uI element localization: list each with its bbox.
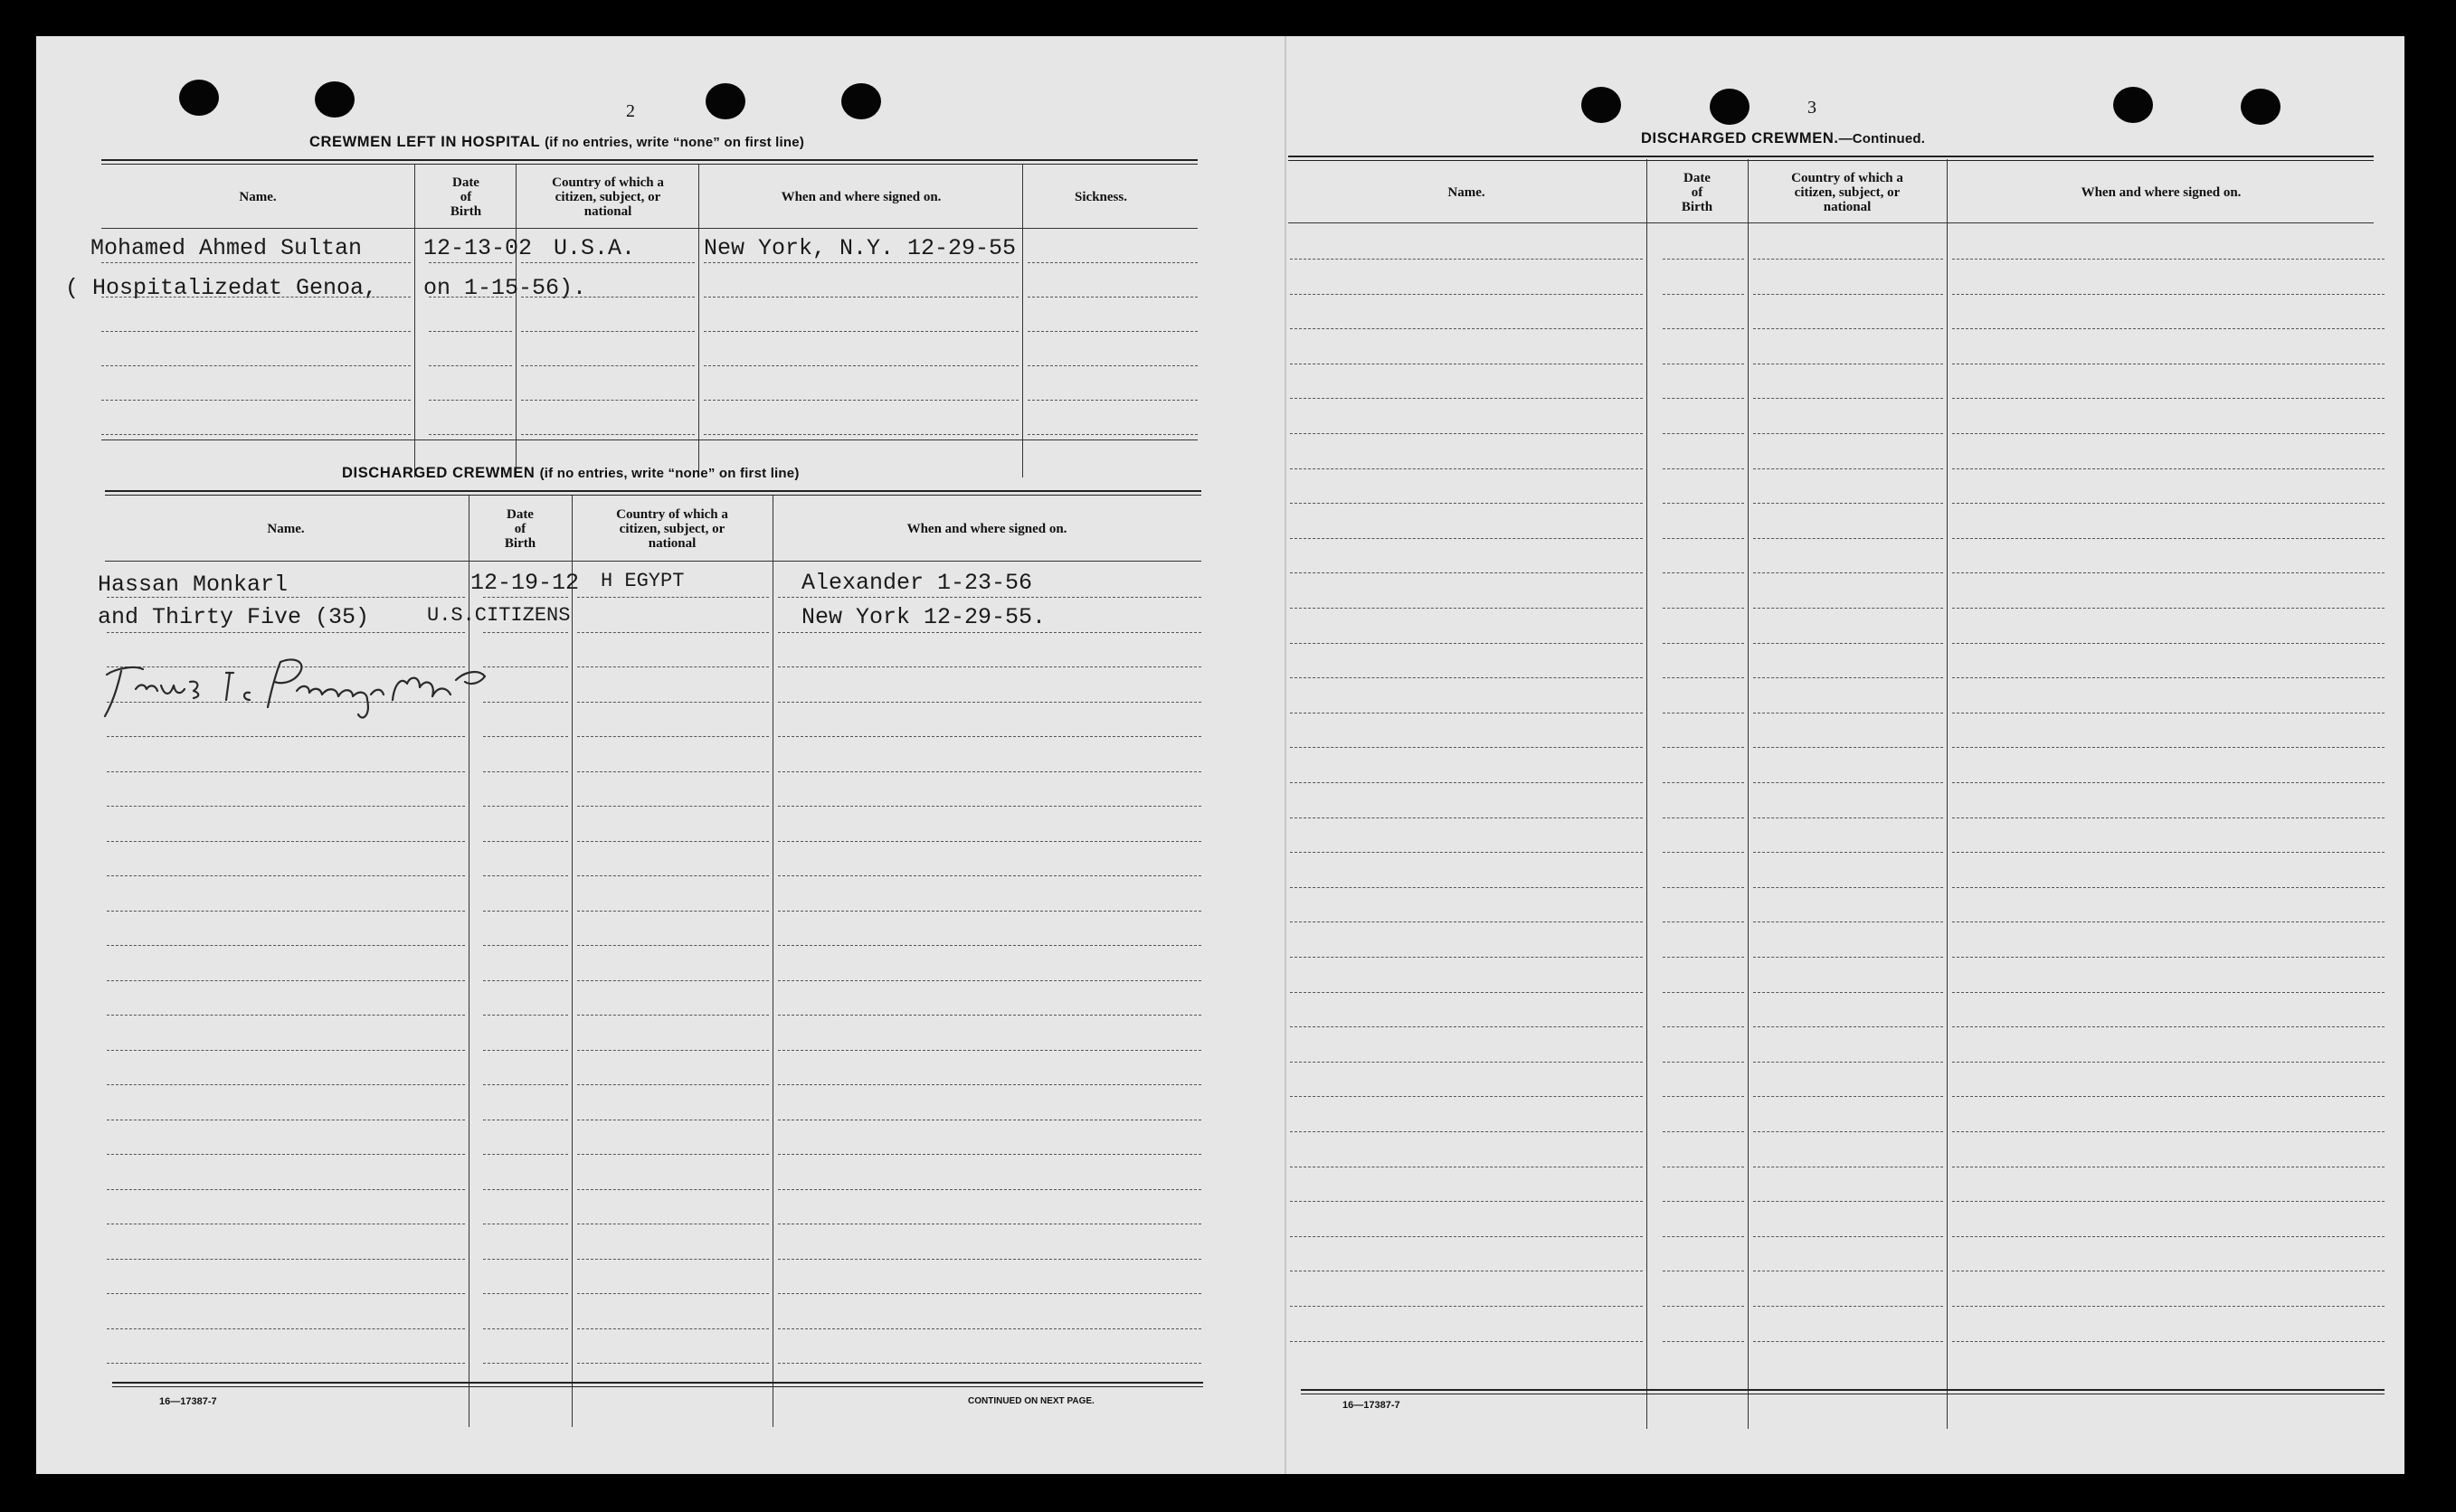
ruled-line xyxy=(1952,1236,2385,1237)
ruled-line xyxy=(1290,887,1643,888)
ruled-line xyxy=(1663,1131,1744,1132)
hospital-row1-signed: New York, N.Y. 12-29-55 xyxy=(704,235,1017,261)
ruled-line xyxy=(1753,643,1943,644)
discharged-row1-signed: Alexander 1-23-56 xyxy=(801,570,1033,596)
ruled-line xyxy=(483,1259,568,1260)
ruled-line xyxy=(107,911,465,912)
ruled-line xyxy=(1952,538,2385,539)
ruled-line xyxy=(1663,328,1744,329)
ruled-line xyxy=(1663,503,1744,504)
page-number: 3 xyxy=(1807,98,1816,118)
ruled-line xyxy=(483,911,568,912)
ruled-line xyxy=(577,841,769,842)
ruled-line xyxy=(1753,259,1943,260)
discharged-header-signed: When and where signed on. xyxy=(906,522,1067,536)
ruled-line xyxy=(577,980,769,981)
ruled-line xyxy=(1663,294,1744,295)
ruled-line xyxy=(1753,887,1943,888)
ruled-line xyxy=(577,1328,769,1329)
hospital-row1-name: Mohamed Ahmed Sultan xyxy=(90,235,363,261)
ruled-line xyxy=(1290,1062,1643,1063)
ruled-line xyxy=(1028,262,1198,263)
hospital-table-bottom-rule xyxy=(101,439,1198,440)
ruled-line xyxy=(1663,782,1744,783)
ruled-line xyxy=(1290,992,1643,993)
hospital-row2-dob: on 1-15-56). xyxy=(423,275,587,301)
ruled-line xyxy=(1290,1341,1643,1342)
ruled-line xyxy=(1952,468,2385,469)
ruled-line xyxy=(1952,503,2385,504)
ruled-line xyxy=(1952,1096,2385,1097)
ruled-line xyxy=(1290,817,1643,818)
ruled-line xyxy=(1753,1131,1943,1132)
ruled-line xyxy=(1663,817,1744,818)
ruled-line xyxy=(577,597,769,598)
right-header-name: Name. xyxy=(1447,185,1485,200)
ruled-line xyxy=(107,1189,465,1190)
ruled-line xyxy=(521,400,695,401)
ruled-line xyxy=(1753,1062,1943,1063)
ruled-line xyxy=(577,1259,769,1260)
ruled-line xyxy=(107,1259,465,1260)
ruled-line xyxy=(1663,957,1744,958)
ruled-line xyxy=(1952,572,2385,573)
hospital-header-sickness: Sickness. xyxy=(1075,190,1127,204)
punch-hole xyxy=(1710,89,1750,125)
discharged-title-text: DISCHARGED CREWMEN xyxy=(342,465,536,481)
hospital-title-text: CREWMEN LEFT IN HOSPITAL xyxy=(309,134,540,150)
ruled-line xyxy=(1663,747,1744,748)
ruled-line xyxy=(778,702,1201,703)
ruled-line xyxy=(107,771,465,772)
right-title-text: DISCHARGED CREWMEN. xyxy=(1641,130,1839,146)
ruled-line xyxy=(1663,643,1744,644)
ruled-line xyxy=(483,1328,568,1329)
ruled-line xyxy=(778,945,1201,946)
hospital-table-top-rule xyxy=(101,159,1198,165)
discharged-row2-dob: U.S.CITIZENS xyxy=(427,604,571,627)
ruled-line xyxy=(1028,297,1198,298)
right-header-country: Country of which a citizen, subject, or national xyxy=(1791,171,1903,214)
ruled-line xyxy=(1290,294,1643,295)
ruled-line xyxy=(778,841,1201,842)
ruled-line xyxy=(1952,852,2385,853)
ruled-line xyxy=(778,806,1201,807)
ruled-line xyxy=(107,1363,465,1364)
ruled-line xyxy=(1290,572,1643,573)
ruled-line xyxy=(1952,747,2385,748)
hospital-row1-country: U.S.A. xyxy=(554,235,636,261)
ruled-line xyxy=(778,1084,1201,1085)
ruled-line xyxy=(107,1015,465,1016)
hospital-header-signed: When and where signed on. xyxy=(781,190,942,204)
ruled-line xyxy=(1290,433,1643,434)
ruled-line xyxy=(1952,992,2385,993)
ruled-line xyxy=(1952,887,2385,888)
discharged-section-title xyxy=(342,465,800,482)
discharged-header-dob: Date of Birth xyxy=(504,507,536,551)
ruled-line xyxy=(1753,1236,1943,1237)
ruled-line xyxy=(778,875,1201,876)
ruled-line xyxy=(1290,643,1643,644)
right-header-signed: When and where signed on. xyxy=(2081,185,2242,200)
right-header-dob: Date of Birth xyxy=(1681,171,1713,214)
discharged-table-top-rule xyxy=(105,490,1201,496)
ruled-line xyxy=(1753,398,1943,399)
ruled-line xyxy=(778,1154,1201,1155)
ruled-line xyxy=(1290,852,1643,853)
ruled-line xyxy=(1753,328,1943,329)
left-form-number: 16—17387-7 xyxy=(159,1396,217,1407)
ruled-line xyxy=(429,434,512,435)
ruled-line xyxy=(1952,1341,2385,1342)
ruled-line xyxy=(778,736,1201,737)
ruled-line xyxy=(577,666,769,667)
hospital-header-name: Name. xyxy=(239,190,277,204)
hospital-header-dob: Date of Birth xyxy=(450,175,482,219)
ruled-line xyxy=(1952,608,2385,609)
hospital-col-divider xyxy=(698,165,699,477)
ruled-line xyxy=(577,911,769,912)
ruled-line xyxy=(577,1015,769,1016)
ruled-line xyxy=(1753,433,1943,434)
ruled-line xyxy=(1952,1131,2385,1132)
ruled-line xyxy=(1952,328,2385,329)
ruled-line xyxy=(1952,398,2385,399)
ruled-line xyxy=(1290,608,1643,609)
ruled-line xyxy=(1952,782,2385,783)
ruled-line xyxy=(1753,468,1943,469)
ruled-line xyxy=(1290,468,1643,469)
ruled-line xyxy=(1663,677,1744,678)
ruled-line xyxy=(101,400,411,401)
discharged-col-divider xyxy=(572,496,573,1427)
ruled-line xyxy=(1952,677,2385,678)
ruled-line xyxy=(1753,992,1943,993)
ruled-line xyxy=(1952,1026,2385,1027)
punch-hole xyxy=(179,80,219,116)
ruled-line xyxy=(577,945,769,946)
right-col-divider xyxy=(1748,159,1749,1429)
ruled-line xyxy=(483,806,568,807)
discharged-header-rule xyxy=(105,561,1201,562)
ruled-line xyxy=(1663,608,1744,609)
ruled-line xyxy=(1290,677,1643,678)
ruled-line xyxy=(1753,782,1943,783)
ruled-line xyxy=(107,1328,465,1329)
ruled-line xyxy=(1028,365,1198,366)
ruled-line xyxy=(521,365,695,366)
discharged-title-note: (if no entries, write “none” on first line) xyxy=(539,466,800,481)
right-title-continued: —Continued. xyxy=(1838,131,1926,146)
ruled-line xyxy=(483,980,568,981)
discharged-header-name: Name. xyxy=(267,522,305,536)
ruled-line xyxy=(1753,1341,1943,1342)
ruled-line xyxy=(1290,1096,1643,1097)
discharged-row1-country: H EGYPT xyxy=(601,570,685,592)
ruled-line xyxy=(1753,1306,1943,1307)
ruled-line xyxy=(1952,259,2385,260)
ruled-line xyxy=(1753,1201,1943,1202)
ruled-line xyxy=(577,702,769,703)
ruled-line xyxy=(429,262,512,263)
ruled-line xyxy=(483,945,568,946)
ruled-line xyxy=(1663,468,1744,469)
ruled-line xyxy=(704,365,1019,366)
ruled-line xyxy=(483,1363,568,1364)
ruled-line xyxy=(107,980,465,981)
hospital-title-note: (if no entries, write “none” on first line) xyxy=(545,135,805,150)
ruled-line xyxy=(1753,747,1943,748)
punch-hole xyxy=(2113,87,2153,123)
ruled-line xyxy=(483,1154,568,1155)
ruled-line xyxy=(577,1293,769,1294)
ruled-line xyxy=(1663,887,1744,888)
ruled-line xyxy=(778,1259,1201,1260)
ruled-line xyxy=(1290,782,1643,783)
ruled-line xyxy=(1290,328,1643,329)
ruled-line xyxy=(577,1154,769,1155)
ruled-line xyxy=(1028,331,1198,332)
ruled-line xyxy=(1753,608,1943,609)
document-spread xyxy=(36,36,2404,1474)
punch-hole xyxy=(1581,87,1621,123)
ruled-line xyxy=(1663,1096,1744,1097)
ruled-line xyxy=(778,911,1201,912)
ruled-line xyxy=(1290,1306,1643,1307)
punch-hole xyxy=(2241,89,2281,125)
ruled-line xyxy=(521,262,695,263)
ruled-line xyxy=(1028,400,1198,401)
ruled-line xyxy=(1753,1026,1943,1027)
ruled-line xyxy=(1663,433,1744,434)
ruled-line xyxy=(1290,1236,1643,1237)
ruled-line xyxy=(1290,538,1643,539)
ruled-line xyxy=(521,434,695,435)
ruled-line xyxy=(778,1050,1201,1051)
ruled-line xyxy=(1952,1062,2385,1063)
hospital-row2-name: ( Hospitalizedat Genoa, xyxy=(65,275,378,301)
ruled-line xyxy=(1663,1306,1744,1307)
ruled-line xyxy=(521,331,695,332)
ruled-line xyxy=(577,736,769,737)
ruled-line xyxy=(704,434,1019,435)
hospital-col-divider xyxy=(1022,165,1023,477)
master-signature xyxy=(100,644,498,725)
ruled-line xyxy=(1753,294,1943,295)
ruled-line xyxy=(429,400,512,401)
ruled-line xyxy=(483,632,568,633)
ruled-line xyxy=(778,1189,1201,1190)
ruled-line xyxy=(1663,538,1744,539)
ruled-line xyxy=(483,1050,568,1051)
ruled-line xyxy=(107,806,465,807)
ruled-line xyxy=(483,875,568,876)
ruled-line xyxy=(704,400,1019,401)
discharged-row1-dob: 12-19-12 xyxy=(470,570,580,596)
ruled-line xyxy=(1753,572,1943,573)
ruled-line xyxy=(107,875,465,876)
ruled-line xyxy=(429,365,512,366)
ruled-line xyxy=(107,841,465,842)
ruled-line xyxy=(107,1293,465,1294)
ruled-line xyxy=(778,666,1201,667)
ruled-line xyxy=(1290,259,1643,260)
ruled-line xyxy=(1753,677,1943,678)
ruled-line xyxy=(1290,957,1643,958)
ruled-line xyxy=(107,945,465,946)
right-col-divider xyxy=(1947,159,1948,1429)
ruled-line xyxy=(778,597,1201,598)
ruled-line xyxy=(577,1084,769,1085)
ruled-line xyxy=(704,262,1019,263)
ruled-line xyxy=(483,1293,568,1294)
ruled-line xyxy=(1663,992,1744,993)
ruled-line xyxy=(1753,957,1943,958)
continued-note: CONTINUED ON NEXT PAGE. xyxy=(968,1396,1095,1406)
hospital-header-rule xyxy=(101,228,1198,229)
ruled-line xyxy=(1753,1096,1943,1097)
ruled-line xyxy=(1663,572,1744,573)
page-number: 2 xyxy=(626,101,635,121)
ruled-line xyxy=(107,1084,465,1085)
ruled-line xyxy=(1028,434,1198,435)
ruled-line xyxy=(577,771,769,772)
ruled-line xyxy=(1663,1026,1744,1027)
ruled-line xyxy=(577,1189,769,1190)
ruled-line xyxy=(778,980,1201,981)
discharged-table-bottom-rule xyxy=(112,1382,1203,1387)
hospital-col-divider xyxy=(516,165,517,477)
punch-hole xyxy=(315,81,355,118)
ruled-line xyxy=(101,434,411,435)
ruled-line xyxy=(577,632,769,633)
ruled-line xyxy=(577,875,769,876)
ruled-line xyxy=(577,806,769,807)
ruled-line xyxy=(101,262,411,263)
ruled-line xyxy=(704,297,1019,298)
ruled-line xyxy=(778,1293,1201,1294)
ruled-line xyxy=(1952,294,2385,295)
ruled-line xyxy=(483,841,568,842)
right-form-number: 16—17387-7 xyxy=(1342,1400,1400,1411)
ruled-line xyxy=(1753,538,1943,539)
ruled-line xyxy=(1952,957,2385,958)
ruled-line xyxy=(483,1189,568,1190)
hospital-header-country: Country of which a citizen, subject, or national xyxy=(552,175,664,219)
ruled-line xyxy=(1753,921,1943,922)
ruled-line xyxy=(1663,1062,1744,1063)
ruled-line xyxy=(483,1084,568,1085)
right-table-bottom-rule xyxy=(1301,1389,2385,1394)
hospital-row1-dob: 12-13-02 xyxy=(423,235,533,261)
ruled-line xyxy=(1290,747,1643,748)
ruled-line xyxy=(1753,852,1943,853)
ruled-line xyxy=(1952,643,2385,644)
ruled-line xyxy=(101,365,411,366)
ruled-line xyxy=(107,736,465,737)
ruled-line xyxy=(107,1050,465,1051)
ruled-line xyxy=(483,771,568,772)
right-header-rule xyxy=(1288,222,2374,223)
ruled-line xyxy=(1663,259,1744,260)
discharged-row2-signed: New York 12-29-55. xyxy=(801,604,1047,630)
hospital-col-divider xyxy=(414,165,415,477)
ruled-line xyxy=(778,1363,1201,1364)
ruled-line xyxy=(107,1154,465,1155)
ruled-line xyxy=(483,736,568,737)
ruled-line xyxy=(1290,1131,1643,1132)
page-fold xyxy=(1285,36,1286,1474)
ruled-line xyxy=(1952,921,2385,922)
ruled-line xyxy=(1952,433,2385,434)
ruled-line xyxy=(483,1015,568,1016)
ruled-line xyxy=(1753,503,1943,504)
ruled-line xyxy=(107,632,465,633)
ruled-line xyxy=(1290,921,1643,922)
ruled-line xyxy=(1952,817,2385,818)
ruled-line xyxy=(1290,1026,1643,1027)
ruled-line xyxy=(1952,1201,2385,1202)
ruled-line xyxy=(1290,1201,1643,1202)
ruled-line xyxy=(483,597,568,598)
hospital-section-title xyxy=(309,134,804,151)
right-section-title xyxy=(1641,130,1925,147)
ruled-line xyxy=(1663,921,1744,922)
ruled-line xyxy=(577,1050,769,1051)
ruled-line xyxy=(778,1328,1201,1329)
discharged-row2-name: and Thirty Five (35) xyxy=(98,604,370,630)
discharged-row1-name: Hassan Monkarl xyxy=(98,572,289,598)
ruled-line xyxy=(1663,852,1744,853)
ruled-line xyxy=(1663,398,1744,399)
ruled-line xyxy=(1663,1201,1744,1202)
right-col-divider xyxy=(1646,159,1647,1429)
ruled-line xyxy=(778,632,1201,633)
ruled-line xyxy=(1753,817,1943,818)
ruled-line xyxy=(101,331,411,332)
discharged-header-country: Country of which a citizen, subject, or national xyxy=(616,507,728,551)
ruled-line xyxy=(1952,1306,2385,1307)
ruled-line xyxy=(778,1015,1201,1016)
ruled-line xyxy=(1290,398,1643,399)
ruled-line xyxy=(1663,1236,1744,1237)
ruled-line xyxy=(1290,503,1643,504)
punch-hole xyxy=(841,83,881,119)
ruled-line xyxy=(1663,1341,1744,1342)
punch-hole xyxy=(706,83,745,119)
ruled-line xyxy=(429,331,512,332)
ruled-line xyxy=(704,331,1019,332)
ruled-line xyxy=(778,771,1201,772)
ruled-line xyxy=(577,1363,769,1364)
